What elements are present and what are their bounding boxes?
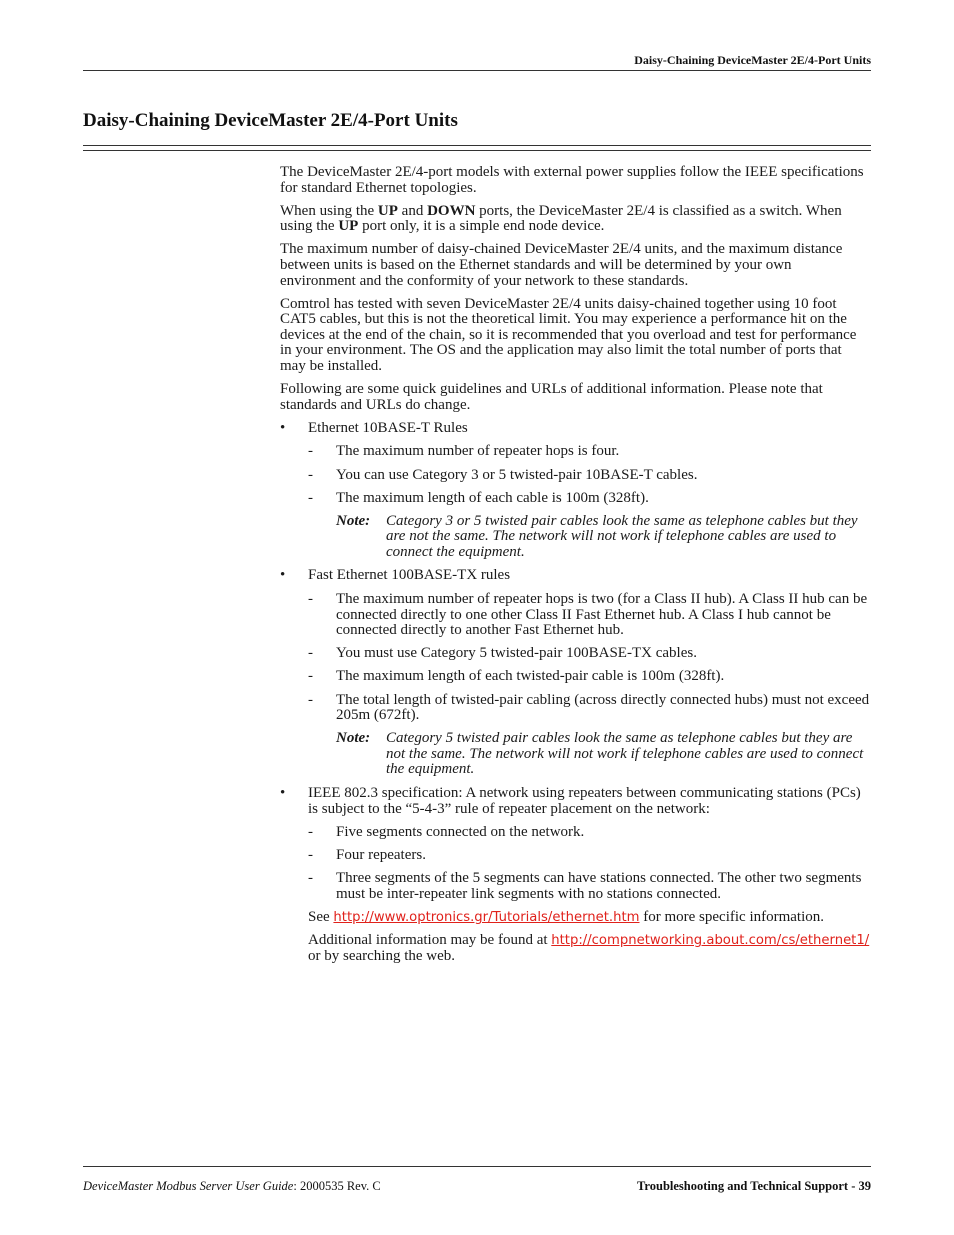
running-header: Daisy-Chaining DeviceMaster 2E/4-Port Units bbox=[634, 53, 871, 67]
list-item: - The maximum length of each twisted-pair cable is 100m (328ft). bbox=[308, 669, 870, 685]
text-run: ports, the DeviceMaster 2E/4 is classified as a switch. When using the bbox=[280, 202, 842, 235]
up-port-label: UP bbox=[338, 218, 359, 235]
note-text: Category 5 twisted pair cables look the same as telephone cables but they are not the same. The network will not work if telephone cables are used to connect the equipment. bbox=[386, 730, 864, 778]
text-run: or by searching the web. bbox=[308, 947, 456, 964]
text-run: port only, it is a simple end node device. bbox=[358, 218, 605, 235]
bullet-text: • IEEE 802.3 specification: A network using repeaters between communicating stations (PCs) is subject to the “5-4-3” rule of repeater placement on the network: bbox=[308, 785, 861, 817]
guide-title: DeviceMaster Modbus Server User Guide bbox=[83, 1179, 294, 1193]
rules-list bbox=[308, 592, 870, 724]
text-run: and bbox=[397, 202, 428, 219]
revision: : 2000535 Rev. C bbox=[293, 1179, 381, 1193]
intro-paragraph-4: Comtrol has tested with seven DeviceMaster 2E/4 units daisy-chained together using 10 foot CAT5 cables, but this is not the theoretical limit. You may experience a performance hit on the devices at the end of the chain, so it is recommended that you overload and test for performance in your environment. The OS and the application may also limit the total number of ports that may be installed. bbox=[280, 295, 857, 375]
list-item: - The maximum number of repeater hops is two (for a Class II hub). A Class II hub can be connected directly to one other Class II Fast Ethernet hub. A Class I hub cannot be connected directly to another Fast Ethernet hub. bbox=[308, 592, 870, 639]
rules-list bbox=[308, 825, 870, 902]
title-rule-top bbox=[83, 145, 871, 146]
up-port-label: UP bbox=[377, 202, 398, 219]
guidelines-list bbox=[280, 421, 870, 965]
intro-paragraph-2 bbox=[280, 204, 870, 235]
optronics-link[interactable]: http://www.optronics.gr/Tutorials/ethernet.htm bbox=[333, 910, 640, 926]
compnetworking-link[interactable]: http://compnetworking.about.com/cs/ethernet1/ bbox=[551, 933, 870, 949]
list-item: - Four repeaters. bbox=[308, 848, 870, 864]
intro-paragraph-1: The DeviceMaster 2E/4-port models with external power supplies follow the IEEE specifications for standard Ethernet topologies. bbox=[280, 164, 864, 196]
bullet-text: • Fast Ethernet 100BASE-TX rules bbox=[308, 567, 511, 584]
note-label: Note: bbox=[336, 730, 371, 747]
bullet-10base-t bbox=[280, 421, 870, 561]
footer-document-title bbox=[83, 1179, 381, 1194]
more-info-paragraph bbox=[308, 933, 870, 964]
list-item: - The maximum length of each cable is 100m (328ft). bbox=[308, 491, 870, 507]
bullet-text: • Ethernet 10BASE-T Rules bbox=[308, 419, 468, 436]
list-item: - You can use Category 3 or 5 twisted-pair 10BASE-T cables. bbox=[308, 468, 870, 484]
header-rule bbox=[83, 70, 871, 71]
footer-chapter-page: Troubleshooting and Technical Support - 39 bbox=[637, 1179, 871, 1193]
intro-paragraph-3: The maximum number of daisy-chained DeviceMaster 2E/4 units, and the maximum distance between units is based on the Ethernet standards and will be determined by your own environment and the conformity of your network to these standards. bbox=[280, 241, 843, 289]
text-run: for more specific information. bbox=[639, 909, 825, 926]
bullet-ieee-802-3 bbox=[280, 786, 870, 964]
text-run: Additional information may be found at bbox=[308, 932, 552, 949]
list-item: - The total length of twisted-pair cabling (across directly connected hubs) must not exceed 205m (672ft). bbox=[308, 693, 870, 724]
list-item: - Three segments of the 5 segments can have stations connected. The other two segments must be inter-repeater link segments with no stations connected. bbox=[308, 871, 870, 902]
down-port-label: DOWN bbox=[427, 202, 476, 219]
section-title: Daisy-Chaining DeviceMaster 2E/4-Port Units bbox=[83, 110, 458, 131]
intro-paragraph-5: Following are some quick guidelines and URLs of additional information. Please note that standards and URLs do change. bbox=[280, 381, 823, 413]
title-rule-bottom bbox=[83, 150, 871, 151]
rules-list bbox=[308, 444, 870, 506]
list-item: - You must use Category 5 twisted-pair 100BASE-TX cables. bbox=[308, 646, 870, 662]
bullet-100base-tx bbox=[280, 568, 870, 778]
body-content bbox=[280, 165, 870, 972]
note bbox=[336, 731, 870, 778]
note-label: Note: bbox=[336, 512, 371, 529]
see-paragraph bbox=[308, 910, 870, 926]
note-text: Category 3 or 5 twisted pair cables look the same as telephone cables but they are not the same. The network will not work if telephone cables are used to connect the equipment. bbox=[386, 512, 858, 560]
note bbox=[336, 514, 870, 561]
text-run: See bbox=[308, 909, 334, 926]
footer-rule bbox=[83, 1166, 871, 1167]
list-item: - Five segments connected on the network. bbox=[308, 825, 870, 841]
text-run: When using the bbox=[280, 202, 378, 219]
list-item: - The maximum number of repeater hops is four. bbox=[308, 444, 870, 460]
